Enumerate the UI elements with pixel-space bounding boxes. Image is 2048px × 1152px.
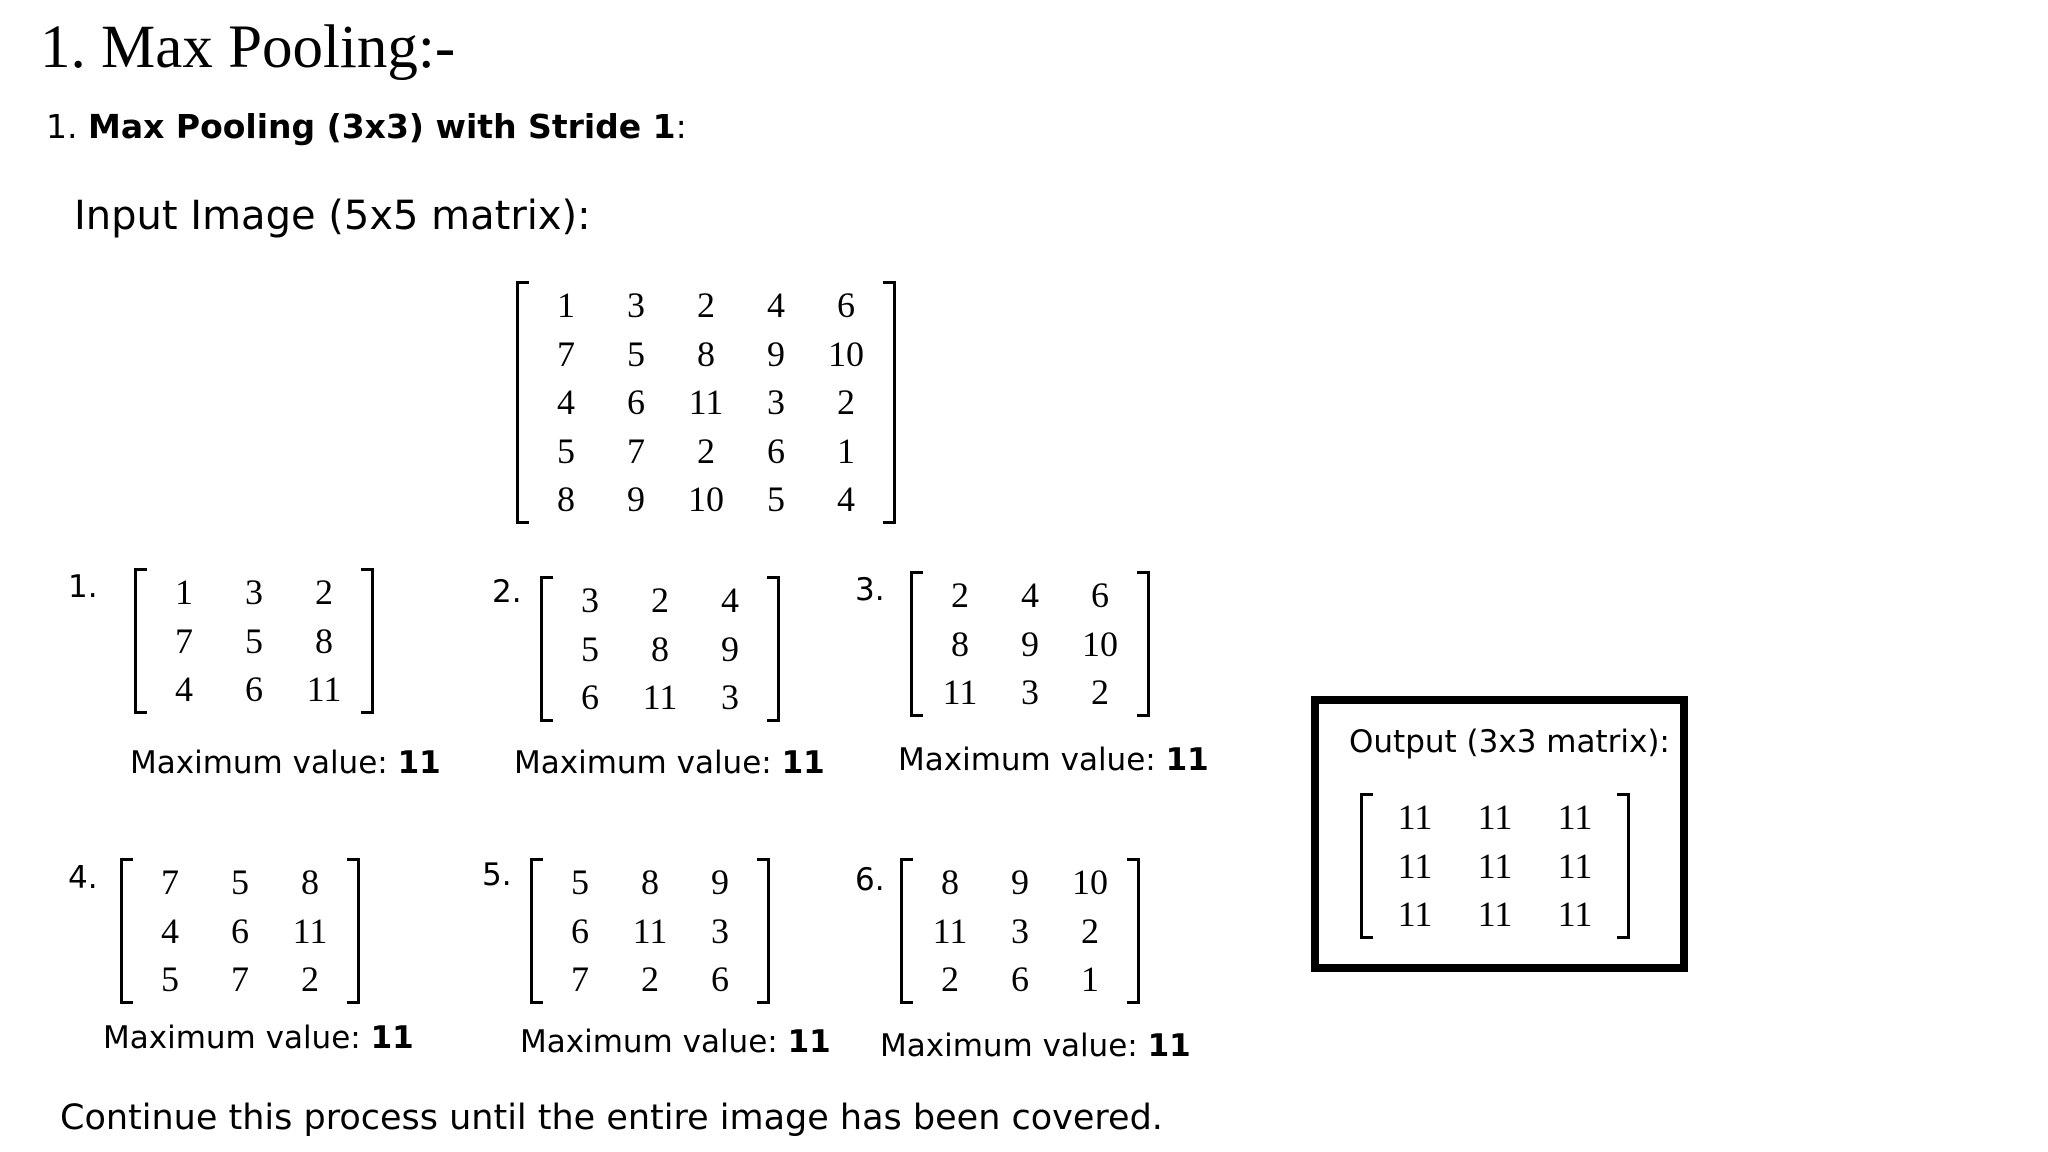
- matrix-cell: 1: [557, 285, 575, 325]
- matrix-cell: 9: [711, 862, 729, 902]
- window-4-matrix: [120, 858, 360, 1004]
- matrix-cell: 4: [175, 669, 193, 709]
- matrix-cell: 11: [932, 910, 968, 951]
- matrix-row: [531, 330, 881, 379]
- matrix-cell: 1: [1081, 959, 1099, 999]
- matrix-cell: 3: [581, 580, 599, 620]
- matrix-cell: 4: [161, 910, 179, 951]
- matrix-right-bracket: [1137, 571, 1150, 717]
- matrix-row: [149, 617, 359, 666]
- matrix-left-bracket: [910, 571, 923, 717]
- matrix-cell: 9: [721, 628, 739, 669]
- window-3-table: [925, 571, 1135, 717]
- output-title: Output (3x3 matrix):: [1349, 724, 1670, 760]
- matrix-right-bracket: [361, 568, 374, 714]
- matrix-cell: 5: [245, 620, 263, 661]
- matrix-row: [531, 427, 881, 476]
- matrix-cell: 6: [581, 677, 599, 717]
- matrix-row: [915, 858, 1125, 907]
- matrix-cell: 6: [767, 430, 785, 471]
- window-4-max-label: [103, 1018, 414, 1058]
- matrix-cell: 8: [941, 862, 959, 902]
- matrix-cell: 9: [1011, 862, 1029, 902]
- matrix-cell: 10: [1072, 862, 1108, 902]
- matrix-right-bracket: [347, 858, 360, 1004]
- window-1-matrix: [134, 568, 374, 714]
- window-4-table: [135, 858, 345, 1004]
- matrix-row: [915, 907, 1125, 956]
- window-4-index: 4.: [68, 860, 98, 896]
- matrix-left-bracket: [134, 568, 147, 714]
- max-value: 11: [787, 1024, 831, 1060]
- matrix-cell: 5: [571, 862, 589, 902]
- matrix-cell: 4: [837, 479, 855, 519]
- matrix-row: [149, 568, 359, 617]
- matrix-cell: 1: [837, 430, 855, 471]
- matrix-cell: 11: [1557, 797, 1593, 837]
- matrix-cell: 4: [721, 580, 739, 620]
- matrix-cell: 5: [231, 862, 249, 902]
- matrix-cell: 3: [245, 572, 263, 612]
- matrix-cell: 6: [627, 382, 645, 422]
- matrix-left-bracket: [516, 281, 529, 524]
- matrix-cell: 2: [951, 575, 969, 615]
- matrix-left-bracket: [1360, 793, 1373, 939]
- matrix-cell: 6: [1091, 575, 1109, 615]
- matrix-row: [545, 858, 755, 907]
- matrix-cell: 10: [688, 479, 724, 519]
- matrix-cell: 8: [301, 862, 319, 902]
- matrix-cell: 11: [942, 672, 978, 712]
- matrix-row: [555, 673, 765, 722]
- matrix-cell: 7: [161, 862, 179, 902]
- matrix-cell: 5: [627, 333, 645, 374]
- matrix-cell: 2: [837, 382, 855, 422]
- matrix-cell: 8: [651, 628, 669, 669]
- matrix-cell: 11: [1397, 894, 1433, 934]
- window-1-max-label: [130, 743, 441, 783]
- matrix-cell: 7: [231, 959, 249, 999]
- matrix-cell: 6: [231, 910, 249, 951]
- matrix-cell: 2: [697, 430, 715, 471]
- section-heading-bold: Max Pooling (3x3) with Stride 1: [88, 107, 676, 146]
- matrix-cell: 1: [175, 572, 193, 612]
- matrix-cell: 6: [1011, 959, 1029, 999]
- max-label-text: Maximum value:: [880, 1028, 1148, 1064]
- input-image-title: Input Image (5x5 matrix):: [74, 193, 591, 239]
- window-3-index: 3.: [855, 572, 885, 608]
- max-value: 11: [370, 1020, 414, 1056]
- matrix-cell: 11: [1477, 894, 1513, 934]
- matrix-row: [135, 955, 345, 1004]
- matrix-row: [135, 858, 345, 907]
- max-label-text: Maximum value:: [130, 745, 398, 781]
- matrix-row: [531, 281, 881, 330]
- matrix-cell: 5: [557, 430, 575, 471]
- matrix-cell: 2: [301, 959, 319, 999]
- matrix-cell: 2: [315, 572, 333, 612]
- matrix-cell: 11: [1557, 894, 1593, 934]
- matrix-cell: 11: [1397, 845, 1433, 886]
- matrix-cell: 2: [651, 580, 669, 620]
- matrix-cell: 11: [1477, 845, 1513, 886]
- matrix-cell: 4: [767, 285, 785, 325]
- matrix-cell: 5: [767, 479, 785, 519]
- window-3-matrix: [910, 571, 1150, 717]
- window-6-matrix: [900, 858, 1140, 1004]
- matrix-cell: 3: [627, 285, 645, 325]
- matrix-row: [545, 955, 755, 1004]
- matrix-cell: 11: [1557, 845, 1593, 886]
- matrix-right-bracket: [883, 281, 896, 524]
- matrix-cell: 3: [711, 910, 729, 951]
- matrix-cell: 8: [697, 333, 715, 374]
- matrix-right-bracket: [1617, 793, 1630, 939]
- window-5-matrix: [530, 858, 770, 1004]
- matrix-cell: 6: [711, 959, 729, 999]
- max-label-text: Maximum value:: [898, 742, 1166, 778]
- page-title: 1. Max Pooling:-: [40, 14, 456, 81]
- matrix-cell: 4: [1021, 575, 1039, 615]
- matrix-cell: 11: [306, 669, 342, 709]
- matrix-cell: 8: [951, 623, 969, 664]
- max-value: 11: [781, 745, 825, 781]
- matrix-cell: 6: [245, 669, 263, 709]
- window-6-table: [915, 858, 1125, 1004]
- matrix-cell: 8: [557, 479, 575, 519]
- matrix-right-bracket: [757, 858, 770, 1004]
- output-matrix-table: [1375, 793, 1615, 939]
- matrix-cell: 2: [641, 959, 659, 999]
- section-heading: [46, 106, 687, 148]
- matrix-cell: 9: [627, 479, 645, 519]
- matrix-cell: 7: [175, 620, 193, 661]
- matrix-cell: 11: [688, 382, 724, 422]
- matrix-cell: 3: [1011, 910, 1029, 951]
- window-1-index: 1.: [68, 569, 98, 605]
- matrix-cell: 2: [697, 285, 715, 325]
- matrix-cell: 11: [632, 910, 668, 951]
- matrix-cell: 3: [767, 382, 785, 422]
- matrix-cell: 7: [557, 333, 575, 374]
- matrix-row: [545, 907, 755, 956]
- matrix-cell: 8: [641, 862, 659, 902]
- matrix-row: [135, 907, 345, 956]
- matrix-cell: 4: [557, 382, 575, 422]
- matrix-cell: 3: [1021, 672, 1039, 712]
- matrix-cell: 11: [642, 677, 678, 717]
- max-value: 11: [397, 745, 441, 781]
- matrix-left-bracket: [900, 858, 913, 1004]
- matrix-cell: 8: [315, 620, 333, 661]
- matrix-cell: 11: [292, 910, 328, 951]
- matrix-cell: 10: [1082, 623, 1118, 664]
- matrix-cell: 5: [581, 628, 599, 669]
- matrix-row: [555, 576, 765, 625]
- matrix-left-bracket: [120, 858, 133, 1004]
- matrix-row: [915, 955, 1125, 1004]
- matrix-row: [531, 378, 881, 427]
- matrix-cell: 11: [1477, 797, 1513, 837]
- matrix-cell: 6: [571, 910, 589, 951]
- footer-note: Continue this process until the entire image has been covered.: [60, 1098, 1163, 1138]
- matrix-cell: 5: [161, 959, 179, 999]
- matrix-cell: 7: [571, 959, 589, 999]
- window-6-index: 6.: [855, 862, 885, 898]
- input-matrix: [516, 281, 896, 524]
- matrix-row: [925, 668, 1135, 717]
- matrix-cell: 7: [627, 430, 645, 471]
- matrix-cell: 9: [767, 333, 785, 374]
- matrix-cell: 11: [1397, 797, 1433, 837]
- matrix-right-bracket: [767, 576, 780, 722]
- max-label-text: Maximum value:: [103, 1020, 371, 1056]
- max-label-text: Maximum value:: [520, 1024, 788, 1060]
- window-1-table: [149, 568, 359, 714]
- matrix-row: [555, 625, 765, 674]
- matrix-cell: 2: [1081, 910, 1099, 951]
- matrix-left-bracket: [530, 858, 543, 1004]
- matrix-row: [1375, 793, 1615, 842]
- window-2-table: [555, 576, 765, 722]
- window-2-max-label: [514, 743, 825, 783]
- matrix-cell: 3: [721, 677, 739, 717]
- matrix-row: [1375, 890, 1615, 939]
- matrix-row: [531, 475, 881, 524]
- matrix-right-bracket: [1127, 858, 1140, 1004]
- matrix-row: [925, 571, 1135, 620]
- max-value: 11: [1165, 742, 1209, 778]
- matrix-cell: 2: [941, 959, 959, 999]
- window-3-max-label: [898, 740, 1209, 780]
- window-5-table: [545, 858, 755, 1004]
- section-number: 1.: [46, 107, 78, 146]
- matrix-row: [149, 665, 359, 714]
- matrix-left-bracket: [540, 576, 553, 722]
- matrix-cell: 6: [837, 285, 855, 325]
- output-matrix: [1360, 793, 1630, 939]
- input-matrix-table: [531, 281, 881, 524]
- matrix-cell: 2: [1091, 672, 1109, 712]
- window-2-matrix: [540, 576, 780, 722]
- max-label-text: Maximum value:: [514, 745, 782, 781]
- matrix-cell: 9: [1021, 623, 1039, 664]
- matrix-cell: 10: [828, 333, 864, 374]
- section-heading-suffix: :: [675, 107, 687, 146]
- window-5-index: 5.: [482, 857, 512, 893]
- window-6-max-label: [880, 1026, 1191, 1066]
- window-5-max-label: [520, 1022, 831, 1062]
- max-value: 11: [1147, 1028, 1191, 1064]
- window-2-index: 2.: [492, 574, 522, 610]
- matrix-row: [1375, 842, 1615, 891]
- matrix-row: [925, 620, 1135, 669]
